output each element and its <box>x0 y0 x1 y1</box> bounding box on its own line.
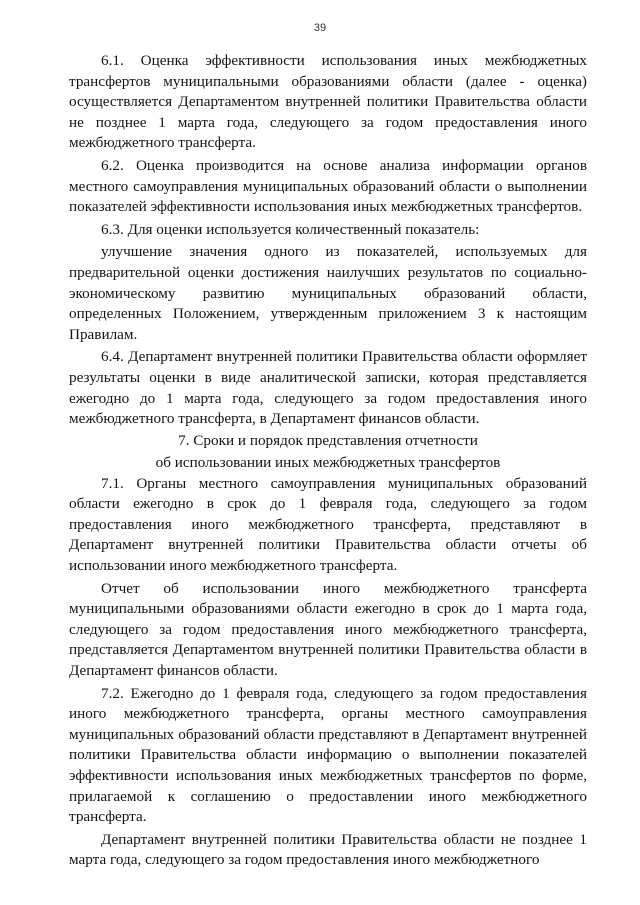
document-body <box>69 51 587 871</box>
paragraph-7-1-report: Отчет об использовании иного межбюджетного трансферта муниципальными образованиями области ежегодно в срок до 1 марта года, следующего за годом предоставления иного межбюджетного трансферта, представляется Департаментом внутренней политики Правительства области в Департамент финансов области. <box>69 579 587 680</box>
paragraph-7-2: 7.2. Ежегодно до 1 февраля года, следующего за годом предоставления иного межбюджетного трансферта, органы местного самоуправления муниципальных образований области представляют в Департамент внутренней политики Правительства области информацию о выполнении показателей эффективности использования иных межбюджетных трансфертов по форме, прилагаемой к соглашению о предоставлении иного межбюджетного трансферта. <box>69 684 587 826</box>
paragraph-6-3: 6.3. Для оценки используется количественный показатель: <box>101 220 480 238</box>
paragraph-7-1: 7.1. Органы местного самоуправления муниципальных образований области ежегодно в срок до 1 февраля года, следующего за годом предоставления иного межбюджетного трансферта, представляют в Департамент внутренней политики Правительства области отчеты об использовании иного межбюджетного трансферта. <box>69 474 587 575</box>
paragraph-6-3-indicator: улучшение значения одного из показателей, используемых для предварительной оценки достижения наилучших результатов по социально-экономическому развитию муниципальных образований области, определенных Положением, утвержденным приложением 3 к настоящим Правилам. <box>69 243 587 343</box>
paragraph-6-1: 6.1. Оценка эффективности использования иных межбюджетных трансфертов муниципальными образованиями области (далее - оценка) осуществляется Департаментом внутренней политики Правительства области не позднее 1 марта года, следующего за годом предоставления иного межбюджетного трансферта. <box>69 52 587 152</box>
section-title-line-2: об использовании иных межбюджетных трансфертов <box>155 453 501 471</box>
paragraph-6-2: 6.2. Оценка производится на основе анализа информации органов местного самоуправления муниципальных образований области о выполнении показателей эффективности использования иных межбюджетных трансфертов. <box>69 156 587 216</box>
section-7-title <box>69 430 587 474</box>
page-number: 39 <box>313 22 327 34</box>
paragraph-7-2-department: Департамент внутренней политики Правительства области не позднее 1 марта года, следующего за годом предоставления иного межбюджетного <box>69 830 587 869</box>
paragraph-6-4: 6.4. Департамент внутренней политики Правительства области оформляет результаты оценки в виде аналитической записки, которая представляется ежегодно до 1 марта года, следующего за годом предоставления иного межбюджетного трансферта, в Департамент финансов области. <box>69 348 587 428</box>
section-title-line-1: 7. Сроки и порядок представления отчетности <box>178 431 478 449</box>
